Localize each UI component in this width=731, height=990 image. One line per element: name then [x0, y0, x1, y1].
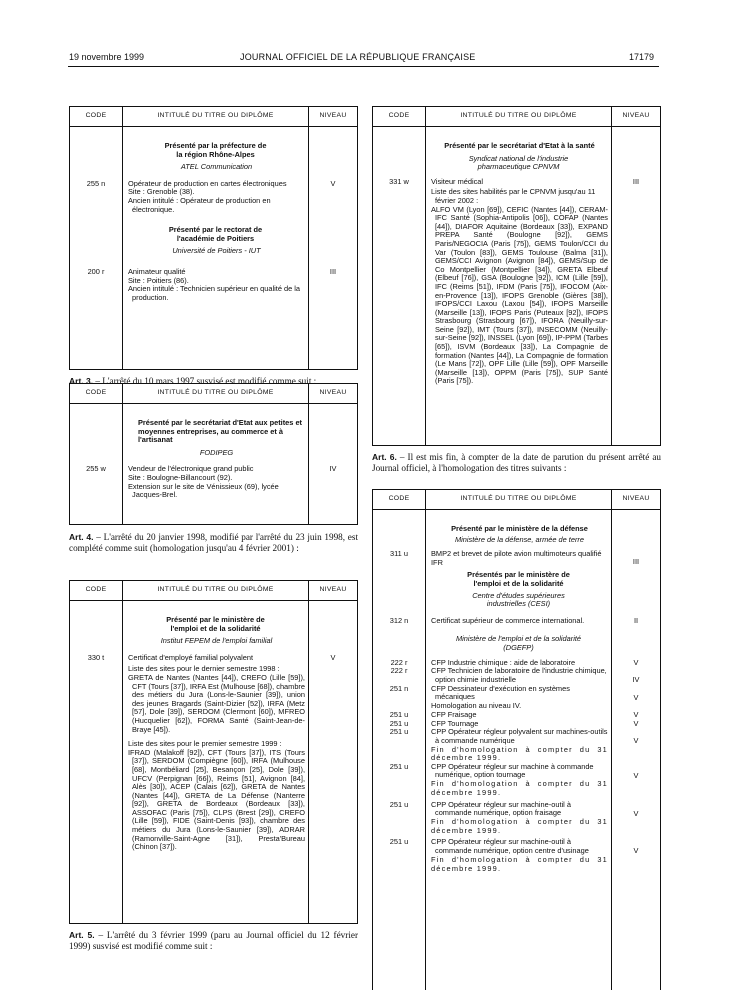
col-code: CODE [85, 586, 107, 594]
col-code: CODE [85, 112, 107, 120]
row-code: 200 r [87, 266, 105, 276]
row-level: IV [632, 675, 640, 685]
col-code: CODE [388, 112, 410, 120]
sites-list-heading: Liste des sites pour le premier semestre 1999 : [128, 739, 282, 749]
row-code: 331 w [389, 176, 409, 186]
section-heading: Présenté par le ministère de l'emploi et de la solidarité [166, 615, 265, 633]
table-row [70, 180, 357, 189]
table-row [373, 711, 660, 720]
row-title: Certificat supérieur de commerce international. [431, 615, 585, 625]
row-extension: Extension sur le site de Vénissieux (69), lycée Jacques-Brel. [128, 481, 279, 500]
row-code: 311 u [390, 549, 408, 559]
table-row [373, 728, 660, 746]
row-level: V [330, 652, 336, 662]
table-row [70, 268, 357, 277]
table-row [373, 178, 660, 187]
row-level: V [633, 808, 639, 818]
table-4 [372, 106, 661, 446]
table-1 [69, 106, 358, 370]
article-label: Art. 6. [372, 452, 397, 462]
table-row [373, 685, 660, 703]
page-date: 19 novembre 1999 [69, 52, 145, 62]
table-header [70, 107, 357, 127]
table-header [70, 384, 357, 404]
section-heading: Présenté par le rectorat de l'académie de Poitiers [168, 225, 263, 243]
section-heading: Présenté par le secrétariat d'Etat aux petites et moyennes entreprises, au commerce et à l'artisanat [138, 418, 303, 445]
organisation: ATEL Communication [180, 162, 253, 172]
row-level: IV [329, 464, 337, 474]
section-heading: Présenté par la préfecture de la région Rhône-Alpes [164, 141, 267, 159]
row-site: Site : Boulogne-Billancourt (92). [128, 472, 233, 482]
row-code: 251 n [389, 683, 409, 693]
row-title: BMP2 et brevet de pilote avion multimoteurs qualifié IFR [431, 549, 602, 567]
table-3 [69, 580, 358, 924]
table-row [373, 763, 660, 781]
row-level: III [329, 266, 337, 276]
article-text: – Il est mis fin, à compter de la date de parution du présent arrêté au Journal officiel, à l'homologation des titres suivants : [372, 452, 662, 473]
row-code: 251 u [389, 799, 409, 809]
article-label: Art. 4. [69, 532, 94, 542]
sites-list: ALFO VM (Lyon [69]), CEFIC (Nantes [44]), CERAM-IFC Santé (Sophia-Antipolis [06]), COFAP (Nantes [44]), DIAFOR Aquitaine (Bordeaux [33]), EXPAND PREPA Santé (Boulogne [92]), GEMS Paris/NEGOCIA (Paris [75]), GEMS Toulon/CCI du Var (Toulon [83]), GEMS Toulouse (Balma [31]), GEMS/CCI Avignon (Avignon [84]), GEMS/Sup de Co Montpellier (Montpellier [34]), GRETA Elbeuf (Elbeuf [76]), GSA (Boulogne [92]), ICM (Lille [59]), IFC (Reims [51]), IFDM (Paris [75]), IFOCOM (Aix-en-Provence [13]), IFOPS Grenoble (Gières [38]), IFOPS/CCI Laxou (Laxou [54]), IFOPS Marseille (Marseille [13]), IFOPS Paris (Puteaux [92]), IFOPS Strasbourg (Strasbourg [67]), IFORA (Neuilly-sur-Seine [92]), IMT (Tours [37]), INSECOMM (Neuilly-sur-Seine [92]), INSSEL (Lyon [69]), IP-PPM (Tarbes [65]), ISVM (Bordeaux [33]), La Compagnie de formation (Nantes [44]), La Compagnie de formation (Le Mans [72]), OPF Lille (Lille [59]), OPF Marseille (Marseille [13]), OPPM (Paris [75]), SUP Santé (Paris [75]). [431, 204, 608, 386]
table-header [373, 490, 660, 510]
col-title: INTITULÉ DU TITRE OU DIPLÔME [425, 490, 612, 509]
sites-list-heading: Liste des sites habilités par le CPNVM jusqu'au 11 février 2002 : [431, 187, 596, 205]
table-row [373, 550, 660, 567]
table-row [373, 801, 660, 819]
sites-list: GRETA de Nantes (Nantes [44]), CREFO (Lille [59]), CFT (Tours [37]), IRFA Est (Mulhouse [68]), chambre des métiers du Jura (Lons-le-Saunier [39]), union des jeunes Bragards (Saint-Dizier [52]), IRFA (Metz [57], Dole [39]), SERDOM (Clermont [60]), MFREO (Hucquelier [62]), FORMA Santé (Saint-Jean-de-Braye [45]). [128, 672, 305, 734]
table-row [373, 667, 660, 685]
article-text: – L'arrêté du 3 février 1999 (paru au Journal officiel du 12 février 1999) susvisé est modifié comme suit : [69, 930, 359, 951]
organisation: Centre d'études supérieures industrielles (CESI) [472, 590, 565, 609]
organisation: FODIPEG [199, 447, 234, 457]
article-label: Art. 3. [69, 376, 94, 386]
row-code: 312 n [389, 615, 409, 625]
end-homologation-note: Fin d'homologation à compter du 31 décembre 1999. [431, 817, 608, 835]
row-code: 251 u [389, 718, 409, 728]
col-title: INTITULÉ DU TITRE OU DIPLÔME [122, 581, 309, 600]
homologation-note: Homologation au niveau IV. [431, 701, 522, 711]
col-level: NIVEAU [319, 389, 347, 397]
page-number: 17179 [629, 52, 655, 62]
col-level: NIVEAU [319, 112, 347, 120]
article-5 [69, 930, 358, 951]
row-level: II [633, 615, 639, 625]
row-code: 330 t [87, 652, 105, 662]
row-code: 222 r [390, 657, 408, 667]
organisation: Ministère de l'emploi et de la solidarité (DGEFP) [455, 634, 582, 652]
table-row [70, 654, 357, 663]
article-6 [372, 452, 661, 473]
row-level: V [330, 178, 336, 188]
journal-title: JOURNAL OFFICIEL DE LA RÉPUBLIQUE FRANÇAISE [240, 52, 476, 62]
row-title: CFP Industrie chimique : aide de laboratoire [431, 657, 576, 667]
section-heading: Présentés par le ministère de l'emploi et de la solidarité [467, 570, 570, 588]
row-title: Animateur qualité [128, 266, 186, 276]
row-former: Ancien intitulé : Technicien supérieur en qualité de la production. [128, 284, 301, 302]
col-title: INTITULÉ DU TITRE OU DIPLÔME [122, 384, 309, 403]
col-level: NIVEAU [622, 112, 650, 120]
end-homologation-note: Fin d'homologation à compter du 31 décembre 1999. [431, 779, 608, 798]
row-site: Site : Poitiers (86). [128, 275, 189, 285]
organisation: Ministère de la défense, armée de terre [455, 534, 584, 544]
table-header [70, 581, 357, 601]
table-row [373, 617, 660, 626]
row-title: CPP Opérateur régleur sur machine-outil à commande numérique, option fraisage [431, 799, 571, 818]
end-homologation-note: Fin d'homologation à compter du 31 décembre 1999. [431, 744, 608, 763]
row-code: 222 r [390, 666, 408, 676]
row-title: CFP Tournage [431, 718, 479, 728]
col-title: INTITULÉ DU TITRE OU DIPLÔME [425, 107, 612, 126]
row-code: 251 u [389, 727, 409, 737]
row-level: III [632, 176, 640, 186]
article-text: – L'arrêté du 20 janvier 1998, modifié par l'arrêté du 23 juin 1998, est complété comme suit (homologation jusqu'au 4 février 2001) : [69, 532, 359, 553]
section-heading: Présenté par le secrétariat d'Etat à la santé [444, 141, 595, 150]
row-former: Ancien intitulé : Opérateur de production en électronique. [128, 195, 271, 214]
header-rule [68, 66, 659, 67]
row-level: V [633, 846, 639, 856]
table-5 [372, 489, 661, 990]
row-level: V [633, 692, 639, 702]
table-header [373, 107, 660, 127]
row-site: Site : Grenoble (38). [128, 187, 195, 197]
row-title: CPP Opérateur régleur polyvalent sur machines-outils à commande numérique [431, 727, 608, 745]
row-level: V [633, 770, 639, 780]
row-title: Opérateur de production en cartes électroniques [128, 178, 287, 188]
article-text: – L'arrêté du 10 mars 1997 susvisé est modifié comme suit : [95, 376, 317, 386]
row-title: CPP Opérateur régleur sur machine-outil à commande numérique, option centre d'usinage [431, 837, 589, 856]
col-level: NIVEAU [319, 586, 347, 594]
row-level: V [633, 736, 639, 746]
row-title: Visiteur médical [431, 176, 484, 186]
sites-list-heading: Liste des sites pour le dernier semestre 1998 : [128, 664, 280, 674]
article-4 [69, 532, 358, 553]
row-level: V [633, 657, 639, 667]
row-code: 251 u [389, 709, 409, 719]
row-title: CPP Opérateur régleur sur machine à commande numérique, option tournage [431, 761, 594, 780]
row-code: 255 n [86, 178, 106, 188]
row-code: 255 w [86, 464, 106, 474]
row-title: CFP Dessinateur d'exécution en systèmes mécaniques [431, 683, 570, 702]
row-title: Certificat d'employé familial polyvalent [128, 652, 254, 662]
row-level: V [633, 718, 639, 728]
row-code: 251 u [389, 837, 409, 847]
col-code: CODE [388, 495, 410, 503]
row-code: 251 u [389, 761, 409, 771]
end-homologation-note: Fin d'homologation à compter du 31 décembre 1999. [431, 855, 608, 873]
row-title: CFP Technicien de laboratoire de l'industrie chimique, option chimie industrielle [431, 666, 607, 684]
table-2 [69, 383, 358, 525]
row-level: III [632, 557, 640, 567]
row-title: CFP Fraisage [431, 709, 477, 719]
col-level: NIVEAU [622, 495, 650, 503]
article-label: Art. 5. [69, 930, 95, 940]
col-code: CODE [85, 389, 107, 397]
row-title: Vendeur de l'électronique grand public [128, 464, 254, 474]
sites-list: IFRAD (Malakoff [92]), CFT (Tours [37]), ITS (Tours [37]), SERDOM (Compiègne [60]), IRFA (Mulhouse [68], Montbéliard [25], Besançon [25], Dole [39]), UFCV (Perpignan [66]), Reims [51], Avignon [84], Alès [30]), ACEP (Calais [62]), GRETA de Nantes (Nantes [44]), GRETA de La Défense (Nanterre [92]), GRETA de Bordeaux (Bordeaux [33]), ASSOFAC (Paris [75]), CLPS (Brest [29]), CREFO (Lille [59]), FIDE (Saint-Denis [93]), chambre des métiers du Jura (Lons-le-Saunier [39]), ADRAR (Ramonville-Saint-Agne [31]), Presta'Bureau (Chinon [37]). [128, 747, 305, 852]
row-level: V [633, 709, 639, 719]
table-row [373, 838, 660, 856]
col-title: INTITULÉ DU TITRE OU DIPLÔME [122, 107, 309, 126]
organisation: Institut FEPEM de l'emploi familial [160, 636, 273, 646]
section-heading: Présenté par le ministère de la défense [451, 524, 588, 533]
organisation: Université de Poitiers - IUT [172, 246, 261, 256]
organisation: Syndicat national de l'industrie pharmaceutique CPNVM [468, 153, 569, 172]
